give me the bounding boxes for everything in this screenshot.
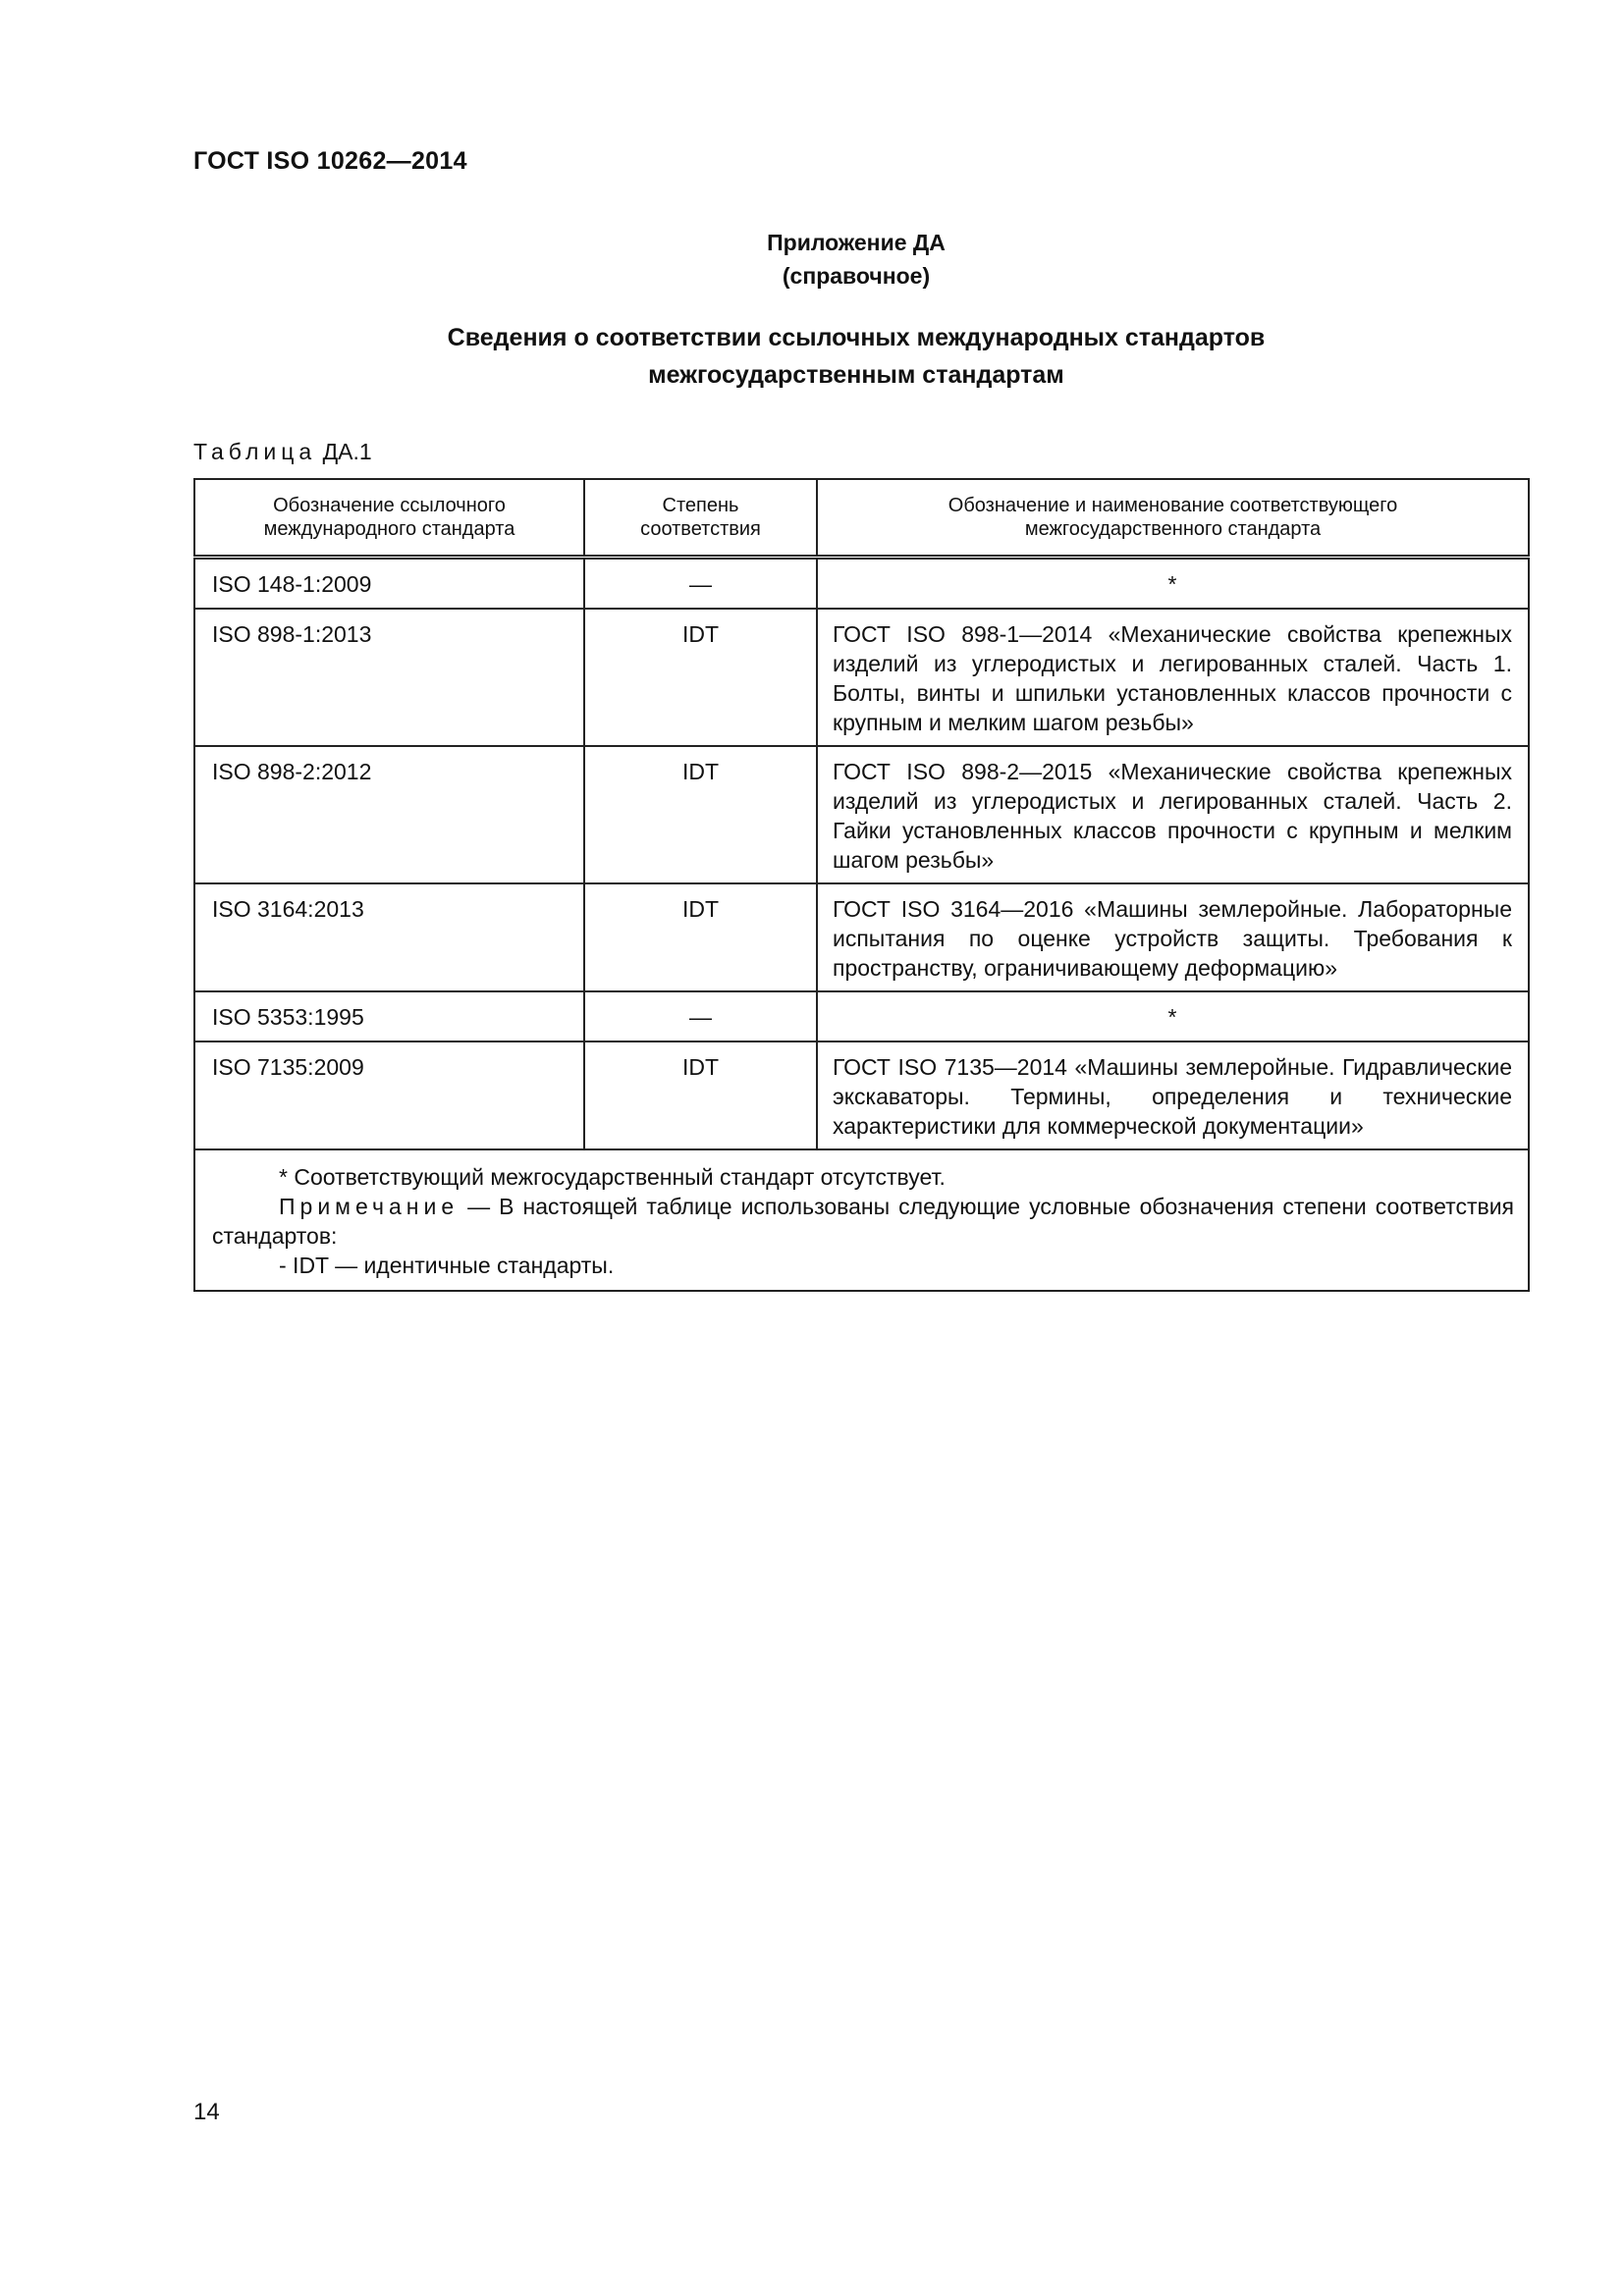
page-number: 14 [193,2099,220,2125]
gost-cell: * [817,991,1529,1041]
iso-cell: ISO 898-2:2012 [194,746,584,883]
iso-cell: ISO 3164:2013 [194,883,584,991]
note-text: — В настоящей таблице использованы следующие условные обозначения степени соответствия стандартов: [212,1194,1514,1249]
gost-cell: ГОСТ ISO 3164—2016 «Машины землеройные. Лабораторные испытания по оценке устройств защиты. Требования к пространству, ограничивающему деформацию» [817,883,1529,991]
degree-cell: — [584,991,817,1041]
table-label-prefix: Таблица [193,439,317,464]
appendix-title: Приложение ДА [767,230,946,255]
table-row [194,1041,1529,1149]
note-label: Примечание [279,1194,460,1219]
iso-cell: ISO 898-1:2013 [194,609,584,746]
footnote-absent-standard: * Соответствующий межгосударственный стандарт отсутствует. [279,1164,946,1190]
iso-cell: ISO 7135:2009 [194,1041,584,1149]
gost-cell: ГОСТ ISO 898-1—2014 «Механические свойства крепежных изделий из углеродистых и легированных сталей. Часть 1. Болты, винты и шпильки установленных классов прочности с крупным и мелким шагом резьбы» [817,609,1529,746]
column-header-degree: Степень соответствия [584,479,817,558]
section-title-line-2: межгосударственным стандартам [648,361,1064,389]
table-label-number: ДА.1 [322,439,372,464]
column-header-iso: Обозначение ссылочного международного стандарта [194,479,584,558]
table-row [194,991,1529,1041]
iso-cell: ISO 5353:1995 [194,991,584,1041]
section-title [0,319,1624,394]
table-row [194,558,1529,610]
note-paragraph [212,1192,1514,1251]
degree-cell: IDT [584,609,817,746]
gost-cell: * [817,558,1529,610]
correspondence-table [193,478,1530,1292]
degree-cell: IDT [584,1041,817,1149]
document-code-header: ГОСТ ISO 10262—2014 [193,147,467,175]
table-row [194,883,1529,991]
table-row [194,609,1529,746]
table-footnote-row [194,1149,1529,1291]
degree-cell: IDT [584,746,817,883]
table-row [194,746,1529,883]
iso-cell: ISO 148-1:2009 [194,558,584,610]
column-header-gost: Обозначение и наименование соответствующего межгосударственного стандарта [817,479,1529,558]
table-header-row [194,479,1529,558]
degree-cell: — [584,558,817,610]
table-label [193,439,372,465]
footnote-cell [194,1149,1529,1291]
section-title-line-1: Сведения о соответствии ссылочных международных стандартов [447,324,1266,351]
appendix-type: (справочное) [782,263,931,289]
degree-cell: IDT [584,883,817,991]
appendix-heading [0,226,1624,293]
gost-cell: ГОСТ ISO 7135—2014 «Машины землеройные. Гидравлические экскаваторы. Термины, определения и технические характеристики для коммерческой документации» [817,1041,1529,1149]
gost-cell: ГОСТ ISO 898-2—2015 «Механические свойства крепежных изделий из углеродистых и легированных сталей. Часть 2. Гайки установленных классов прочности с крупным и мелким шагом резьбы» [817,746,1529,883]
note-item-idt: - IDT — идентичные стандарты. [279,1253,615,1278]
